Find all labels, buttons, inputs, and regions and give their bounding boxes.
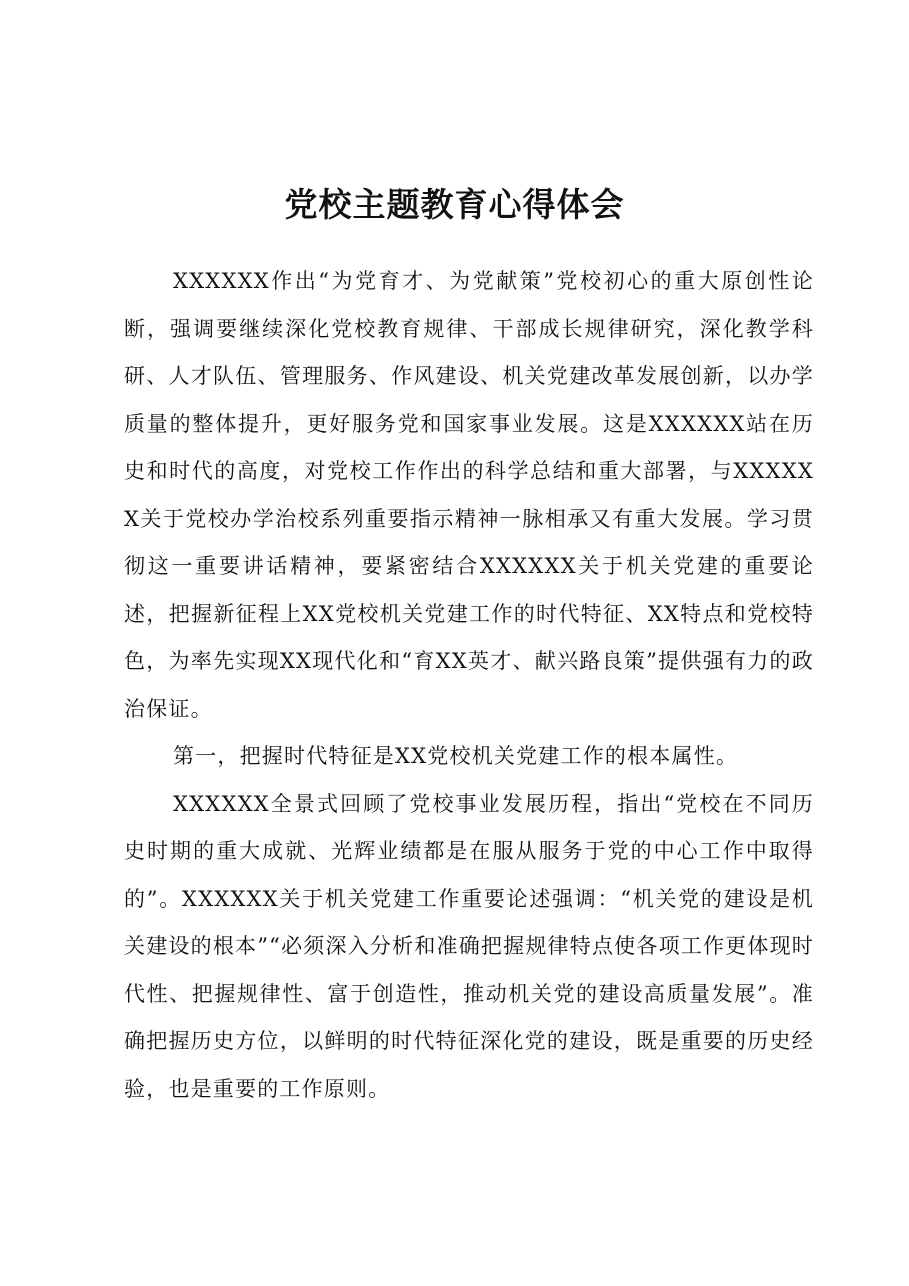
paragraph-intro: XXXXXX作出“为党育才、为党献策”党校初心的重大原创性论断，强调要继续深化党校教育规律、干部成长规律研究，深化教学科研、人才队伍、管理服务、作风建设、机关党建改革发展创新，以办学质量的整体提升，更好服务党和国家事业发展。这是XXXXXX站在历史和时代的高度，对党校工作作出的科学总结和重大部署，与XXXXXX关于党校办学治校系列重要指示精神一脉相承又有重大发展。学习贯彻这一重要讲话精神，要紧密结合XXXXXX关于机关党建的重要论述，把握新征程上XX党校机关党建工作的时代特征、XX特点和党校特色，为率先实现XX现代化和“育XX英才、献兴路良策”提供强有力的政治保证。 [124,269,814,721]
paragraph-section-one-heading: 第一，把握时代特征是XX党校机关党建工作的根本属性。 [173,744,739,768]
document-title: 党校主题教育心得体会 [284,185,625,224]
paragraph-section-one-body: XXXXXX全景式回顾了党校事业发展历程，指出“党校在不同历史时期的重大成就、光辉业绩都是在服从服务于党的中心工作中取得的”。XXXXXX关于机关党建工作重要论述强调：“机关党的建设是机关建设的根本”“必须深入分析和准确把握规律特点使各项工作更体现时代性、把握规律性、富于创造性，推动机关党的建设高质量发展”。准确把握历史方位，以鲜明的时代特征深化党的建设，既是重要的历史经验，也是重要的工作原则。 [124,791,814,1101]
document-body [124,258,814,1113]
